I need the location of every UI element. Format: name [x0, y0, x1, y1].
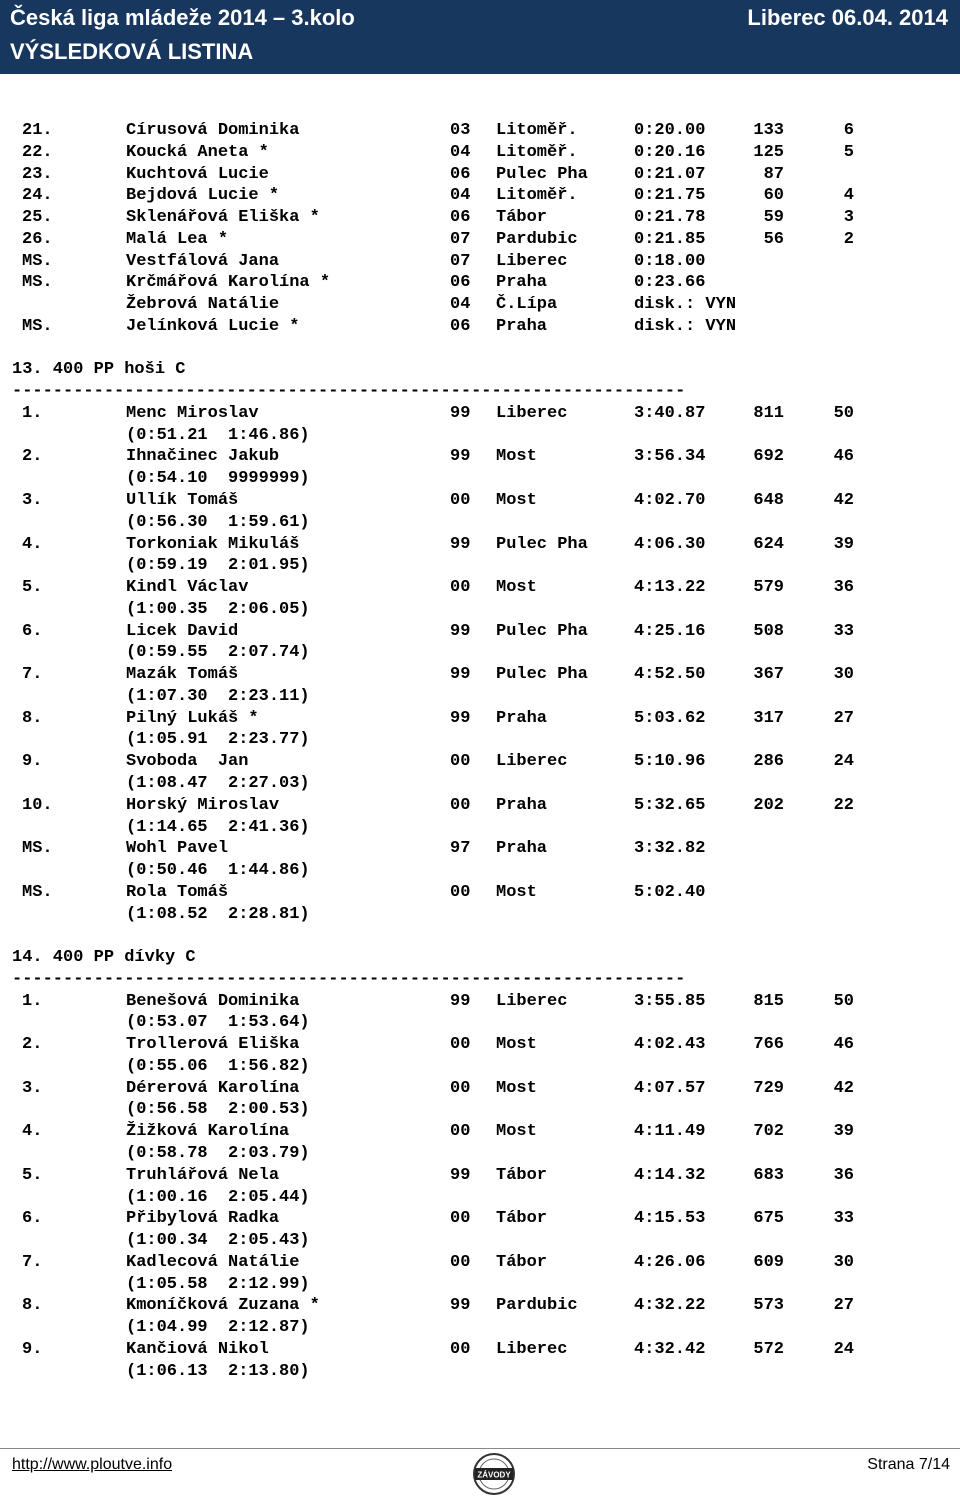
name-cell: Menc Miroslav — [126, 403, 259, 423]
club-cell: Pulec Pha — [496, 164, 588, 184]
name-cell: Mazák Tomáš — [126, 665, 239, 685]
year-cell: 07 — [450, 229, 471, 249]
place-cell: 21. — [22, 121, 53, 140]
split-row — [0, 425, 960, 447]
place-cell: MS. — [22, 882, 53, 902]
result-row — [0, 1078, 960, 1100]
result-row — [0, 1252, 960, 1274]
points-cell: 648 — [753, 491, 784, 511]
points-cell: 56 — [763, 229, 784, 249]
result-row — [0, 882, 960, 904]
split-row — [0, 1361, 960, 1383]
rank-cell: 2 — [843, 229, 854, 249]
club-cell: Litoměř. — [496, 121, 578, 140]
result-row — [0, 490, 960, 512]
split-row — [0, 1317, 960, 1339]
result-row — [0, 272, 960, 294]
rank-cell: 4 — [843, 186, 854, 206]
time-cell: 4:11.49 — [634, 1122, 706, 1142]
points-cell: 125 — [753, 142, 784, 162]
place-cell: 6. — [22, 1209, 43, 1229]
split-row — [0, 904, 960, 926]
rank-cell: 27 — [833, 708, 854, 728]
name-cell: Dérerová Karolína — [126, 1078, 300, 1098]
split-times: (0:55.06 1:56.82) — [126, 1056, 310, 1076]
logo-text: ZÁVODY — [477, 1470, 511, 1480]
year-cell: 00 — [450, 752, 471, 772]
time-cell: 0:20.00 — [634, 121, 706, 140]
rank-cell: 30 — [833, 1252, 854, 1272]
club-cell: Most — [496, 447, 537, 467]
rank-cell: 46 — [833, 447, 854, 467]
year-cell: 03 — [450, 121, 471, 140]
year-cell: 06 — [450, 316, 471, 336]
year-cell: 00 — [450, 1035, 471, 1055]
name-cell: Malá Lea * — [126, 229, 229, 249]
result-row — [0, 991, 960, 1013]
name-cell: Trollerová Eliška — [126, 1035, 300, 1055]
club-cell: Pulec Pha — [496, 621, 588, 641]
year-cell: 99 — [450, 621, 471, 641]
points-cell: 624 — [753, 534, 784, 554]
place-cell: 2. — [22, 1035, 43, 1055]
section-heading — [0, 359, 960, 381]
spacer-line — [0, 925, 960, 947]
split-row — [0, 686, 960, 708]
year-cell: 99 — [450, 665, 471, 685]
time-cell: 4:07.57 — [634, 1078, 706, 1098]
result-row — [0, 120, 960, 142]
time-cell: 3:56.34 — [634, 447, 706, 467]
points-cell: 609 — [753, 1252, 784, 1272]
rank-cell: 24 — [833, 1339, 854, 1359]
time-cell: 5:02.40 — [634, 882, 706, 902]
place-cell: 7. — [22, 1252, 43, 1272]
split-row — [0, 555, 960, 577]
year-cell: 07 — [450, 251, 471, 271]
rank-cell: 36 — [833, 578, 854, 598]
time-cell: 4:32.42 — [634, 1339, 706, 1359]
split-times: (1:08.47 2:27.03) — [126, 773, 310, 793]
year-cell: 00 — [450, 578, 471, 598]
club-cell: Most — [496, 578, 537, 598]
club-cell: Tábor — [496, 1252, 548, 1272]
place-date: Liberec 06.04. 2014 — [747, 5, 948, 30]
result-row — [0, 795, 960, 817]
time-cell: 3:55.85 — [634, 991, 706, 1011]
name-cell: Benešová Dominika — [126, 991, 300, 1011]
points-cell: 692 — [753, 447, 784, 467]
split-row — [0, 817, 960, 839]
club-cell: Č.Lípa — [496, 295, 558, 315]
name-cell: Svoboda Jan — [126, 752, 249, 772]
time-cell: 0:21.85 — [634, 229, 706, 249]
time-cell: 4:14.32 — [634, 1165, 706, 1185]
name-cell: Truhlářová Nela — [126, 1165, 280, 1185]
header-bar — [0, 0, 960, 74]
place-cell: 8. — [22, 1296, 43, 1316]
result-row — [0, 1121, 960, 1143]
split-times: (1:05.91 2:23.77) — [126, 730, 310, 750]
name-cell: Krčmářová Karolína * — [126, 273, 331, 293]
points-cell: 573 — [753, 1296, 784, 1316]
year-cell: 06 — [450, 208, 471, 228]
spacer-line — [0, 338, 960, 360]
name-cell: Ullík Tomáš — [126, 491, 239, 511]
page-number: Strana 7/14 — [867, 1456, 950, 1473]
year-cell: 99 — [450, 708, 471, 728]
rank-cell: 50 — [833, 403, 854, 423]
points-cell: 202 — [753, 795, 784, 815]
year-cell: 99 — [450, 447, 471, 467]
points-cell: 683 — [753, 1165, 784, 1185]
result-row — [0, 751, 960, 773]
club-cell: Litoměř. — [496, 186, 578, 206]
result-row — [0, 534, 960, 556]
club-cell: Pulec Pha — [496, 534, 588, 554]
dash-separator: ------------------------------------------------------------------ — [12, 382, 686, 402]
name-cell: Rola Tomáš — [126, 882, 229, 902]
club-cell: Litoměř. — [496, 142, 578, 162]
place-cell: 3. — [22, 1078, 43, 1098]
points-cell: 508 — [753, 621, 784, 641]
split-times: (0:54.10 9999999) — [126, 469, 310, 489]
result-row — [0, 708, 960, 730]
year-cell: 04 — [450, 142, 471, 162]
place-cell: 9. — [22, 1339, 43, 1359]
year-cell: 99 — [450, 991, 471, 1011]
year-cell: 00 — [450, 1252, 471, 1272]
section-heading — [0, 947, 960, 969]
split-times: (0:50.46 1:44.86) — [126, 861, 310, 881]
split-row — [0, 642, 960, 664]
place-cell: 8. — [22, 708, 43, 728]
time-cell: 4:13.22 — [634, 578, 706, 598]
time-cell: 0:21.75 — [634, 186, 706, 206]
year-cell: 99 — [450, 403, 471, 423]
club-cell: Pulec Pha — [496, 665, 588, 685]
points-cell: 59 — [763, 208, 784, 228]
time-cell: 4:02.70 — [634, 491, 706, 511]
rank-cell: 33 — [833, 1209, 854, 1229]
place-cell: 1. — [22, 991, 43, 1011]
time-cell: 0:21.07 — [634, 164, 706, 184]
result-row — [0, 251, 960, 273]
place-cell: MS. — [22, 316, 53, 336]
place-cell: 4. — [22, 1122, 43, 1142]
name-cell: Wohl Pavel — [126, 839, 229, 859]
time-cell: 0:18.00 — [634, 251, 706, 271]
split-times: (0:58.78 2:03.79) — [126, 1143, 310, 1163]
club-cell: Liberec — [496, 752, 568, 772]
name-cell: Sklenářová Eliška * — [126, 208, 320, 228]
place-cell: 7. — [22, 665, 43, 685]
club-cell: Praha — [496, 273, 548, 293]
year-cell: 00 — [450, 1078, 471, 1098]
rank-cell: 39 — [833, 534, 854, 554]
time-cell: 4:52.50 — [634, 665, 706, 685]
points-cell: 60 — [763, 186, 784, 206]
name-cell: Torkoniak Mikuláš — [126, 534, 300, 554]
time-cell: disk.: VYN — [634, 295, 737, 315]
place-cell: MS. — [22, 251, 53, 271]
name-cell: Vestfálová Jana — [126, 251, 280, 271]
points-cell: 811 — [753, 403, 784, 423]
time-cell: 0:20.16 — [634, 142, 706, 162]
time-cell: 5:32.65 — [634, 795, 706, 815]
result-row — [0, 294, 960, 316]
name-cell: Kuchtová Lucie — [126, 164, 269, 184]
year-cell: 99 — [450, 534, 471, 554]
result-row — [0, 1295, 960, 1317]
result-row — [0, 838, 960, 860]
rank-cell: 6 — [843, 121, 854, 140]
result-row — [0, 1165, 960, 1187]
time-cell: disk.: VYN — [634, 316, 737, 336]
name-cell: Koucká Aneta * — [126, 142, 269, 162]
result-row — [0, 229, 960, 251]
name-cell: Ihnačinec Jakub — [126, 447, 280, 467]
rank-cell: 36 — [833, 1165, 854, 1185]
place-cell: 25. — [22, 208, 53, 228]
name-cell: Žižková Karolína — [126, 1122, 290, 1142]
club-cell: Pardubic — [496, 229, 578, 249]
split-row — [0, 1187, 960, 1209]
points-cell: 317 — [753, 708, 784, 728]
name-cell: Kančiová Nikol — [126, 1339, 269, 1359]
points-cell: 702 — [753, 1122, 784, 1142]
split-row — [0, 729, 960, 751]
year-cell: 00 — [450, 1209, 471, 1229]
place-cell: MS. — [22, 839, 53, 859]
points-cell: 133 — [753, 121, 784, 140]
split-times: (0:59.19 2:01.95) — [126, 556, 310, 576]
points-cell: 367 — [753, 665, 784, 685]
split-row — [0, 1143, 960, 1165]
place-cell: 2. — [22, 447, 43, 467]
points-cell: 286 — [753, 752, 784, 772]
place-cell: 22. — [22, 142, 53, 162]
place-cell: 1. — [22, 403, 43, 423]
year-cell: 00 — [450, 882, 471, 902]
split-times: (1:14.65 2:41.36) — [126, 817, 310, 837]
result-row — [0, 142, 960, 164]
split-times: (0:56.30 1:59.61) — [126, 512, 310, 532]
place-cell: 5. — [22, 1165, 43, 1185]
club-cell: Most — [496, 1122, 537, 1142]
split-row — [0, 860, 960, 882]
name-cell: Licek David — [126, 621, 239, 641]
name-cell: Horský Miroslav — [126, 795, 280, 815]
rank-cell: 42 — [833, 1078, 854, 1098]
rank-cell: 24 — [833, 752, 854, 772]
club-cell: Liberec — [496, 403, 568, 423]
rank-cell: 30 — [833, 665, 854, 685]
club-cell: Most — [496, 882, 537, 902]
points-cell: 572 — [753, 1339, 784, 1359]
name-cell: Bejdová Lucie * — [126, 186, 280, 206]
split-times: (0:53.07 1:53.64) — [126, 1013, 310, 1033]
result-row — [0, 1034, 960, 1056]
rank-cell: 42 — [833, 491, 854, 511]
club-cell: Most — [496, 1035, 537, 1055]
place-cell: 26. — [22, 229, 53, 249]
split-row — [0, 468, 960, 490]
points-cell: 579 — [753, 578, 784, 598]
rank-cell: 46 — [833, 1035, 854, 1055]
split-times: (1:00.35 2:06.05) — [126, 599, 310, 619]
time-cell: 0:23.66 — [634, 273, 706, 293]
club-cell: Praha — [496, 316, 548, 336]
split-row — [0, 1056, 960, 1078]
split-row — [0, 1230, 960, 1252]
split-times: (1:06.13 2:13.80) — [126, 1361, 310, 1381]
place-cell: 9. — [22, 752, 43, 772]
club-cell: Liberec — [496, 991, 568, 1011]
club-cell: Praha — [496, 708, 548, 728]
year-cell: 00 — [450, 795, 471, 815]
result-row — [0, 446, 960, 468]
club-cell: Tábor — [496, 1209, 548, 1229]
result-row — [0, 664, 960, 686]
result-row — [0, 1208, 960, 1230]
time-cell: 4:02.43 — [634, 1035, 706, 1055]
year-cell: 06 — [450, 273, 471, 293]
club-cell: Tábor — [496, 1165, 548, 1185]
zavody-software-logo-icon — [472, 1451, 516, 1497]
club-cell: Most — [496, 491, 537, 511]
rank-cell: 27 — [833, 1296, 854, 1316]
club-cell: Tábor — [496, 208, 548, 228]
points-cell: 766 — [753, 1035, 784, 1055]
club-cell: Praha — [496, 839, 548, 859]
result-row — [0, 185, 960, 207]
points-cell: 675 — [753, 1209, 784, 1229]
section-title: 13. 400 PP hoši C — [12, 360, 186, 380]
split-row — [0, 599, 960, 621]
split-times: (1:04.99 2:12.87) — [126, 1318, 310, 1338]
time-cell: 4:25.16 — [634, 621, 706, 641]
points-cell: 729 — [753, 1078, 784, 1098]
split-row — [0, 1099, 960, 1121]
result-row — [0, 164, 960, 186]
points-cell: 87 — [763, 164, 784, 184]
time-cell: 4:32.22 — [634, 1296, 706, 1316]
year-cell: 06 — [450, 164, 471, 184]
time-cell: 4:06.30 — [634, 534, 706, 554]
separator-line — [0, 969, 960, 991]
rank-cell: 5 — [843, 142, 854, 162]
name-cell: Přibylová Radka — [126, 1209, 280, 1229]
year-cell: 99 — [450, 1165, 471, 1185]
club-cell: Liberec — [496, 251, 568, 271]
name-cell: Jelínková Lucie * — [126, 316, 300, 336]
result-row — [0, 1339, 960, 1361]
club-cell: Praha — [496, 795, 548, 815]
place-cell: 23. — [22, 164, 53, 184]
place-cell: 5. — [22, 578, 43, 598]
year-cell: 00 — [450, 1339, 471, 1359]
year-cell: 00 — [450, 1122, 471, 1142]
footer-link[interactable]: http://www.ploutve.info — [12, 1456, 173, 1473]
year-cell: 04 — [450, 295, 471, 315]
points-cell: 815 — [753, 991, 784, 1011]
club-cell: Liberec — [496, 1339, 568, 1359]
split-row — [0, 1274, 960, 1296]
place-cell: MS. — [22, 273, 53, 293]
time-cell: 0:21.78 — [634, 208, 706, 228]
footer-divider — [0, 1448, 960, 1449]
time-cell: 3:40.87 — [634, 403, 706, 423]
name-cell: Pilný Lukáš * — [126, 708, 259, 728]
split-times: (1:00.34 2:05.43) — [126, 1231, 310, 1251]
club-cell: Pardubic — [496, 1296, 578, 1316]
rank-cell: 50 — [833, 991, 854, 1011]
year-cell: 99 — [450, 1296, 471, 1316]
result-row — [0, 403, 960, 425]
split-times: (0:51.21 1:46.86) — [126, 425, 310, 445]
name-cell: Kadlecová Natálie — [126, 1252, 300, 1272]
split-times: (1:08.52 2:28.81) — [126, 904, 310, 924]
dash-separator: ------------------------------------------------------------------ — [12, 969, 686, 989]
place-cell: 10. — [22, 795, 53, 815]
result-row — [0, 577, 960, 599]
results-document — [0, 120, 960, 1382]
name-cell: Kindl Václav — [126, 578, 249, 598]
place-cell: 24. — [22, 186, 53, 206]
split-row — [0, 1012, 960, 1034]
section-title: 14. 400 PP dívky C — [12, 948, 196, 968]
year-cell: 97 — [450, 839, 471, 859]
time-cell: 4:15.53 — [634, 1209, 706, 1229]
name-cell: Círusová Dominika — [126, 121, 300, 140]
split-row — [0, 773, 960, 795]
split-times: (1:07.30 2:23.11) — [126, 686, 310, 706]
split-row — [0, 512, 960, 534]
result-row — [0, 207, 960, 229]
rank-cell: 33 — [833, 621, 854, 641]
split-times: (0:56.58 2:00.53) — [126, 1100, 310, 1120]
separator-line — [0, 381, 960, 403]
split-times: (1:05.58 2:12.99) — [126, 1274, 310, 1294]
time-cell: 3:32.82 — [634, 839, 706, 859]
split-times: (1:00.16 2:05.44) — [126, 1187, 310, 1207]
rank-cell: 3 — [843, 208, 854, 228]
place-cell: 4. — [22, 534, 43, 554]
rank-cell: 39 — [833, 1122, 854, 1142]
place-cell: 3. — [22, 491, 43, 511]
name-cell: Kmoníčková Zuzana * — [126, 1296, 320, 1316]
time-cell: 5:10.96 — [634, 752, 706, 772]
place-cell: 6. — [22, 621, 43, 641]
time-cell: 5:03.62 — [634, 708, 706, 728]
year-cell: 04 — [450, 186, 471, 206]
time-cell: 4:26.06 — [634, 1252, 706, 1272]
result-row — [0, 316, 960, 338]
document-subtitle: VÝSLEDKOVÁ LISTINA — [10, 39, 254, 64]
rank-cell: 22 — [833, 795, 854, 815]
club-cell: Most — [496, 1078, 537, 1098]
split-times: (0:59.55 2:07.74) — [126, 643, 310, 663]
document-title: Česká liga mládeže 2014 – 3.kolo — [10, 5, 355, 30]
year-cell: 00 — [450, 491, 471, 511]
name-cell: Žebrová Natálie — [126, 295, 280, 315]
result-row — [0, 621, 960, 643]
